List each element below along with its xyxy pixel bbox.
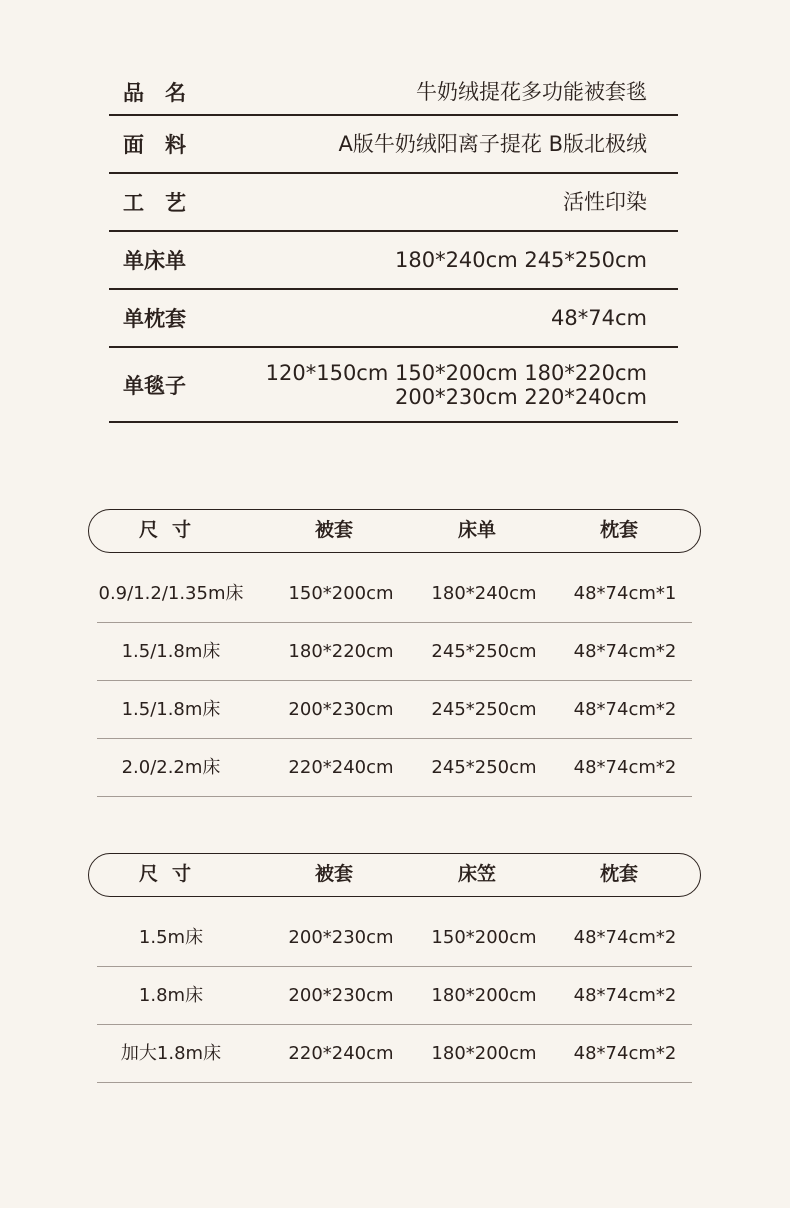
header-size: 尺寸 — [138, 863, 206, 885]
cell-pillowcase: 48*74cm*2 — [573, 641, 677, 662]
info-value — [266, 361, 647, 409]
cell-sheet: 180*240cm — [431, 583, 537, 604]
table-row — [97, 1025, 692, 1083]
info-label: 单枕套 — [123, 307, 186, 331]
info-value-line: A版牛奶绒阳离子提花 B版北极绒 — [338, 132, 647, 156]
info-row-craft — [109, 174, 678, 232]
cell-duvet: 180*220cm — [288, 641, 394, 662]
info-value-line: 牛奶绒提花多功能被套毯 — [416, 80, 647, 104]
info-label: 单毯子 — [123, 373, 186, 398]
table-row — [97, 565, 692, 623]
cell-duvet: 220*240cm — [288, 1043, 394, 1064]
size-table-fitted — [88, 853, 701, 1083]
table-row — [97, 623, 692, 681]
header-duvet: 被套 — [314, 519, 354, 541]
cell-bed-size: 1.5/1.8m床 — [121, 641, 221, 662]
cell-fitted-sheet: 150*200cm — [431, 927, 537, 948]
info-value — [551, 306, 647, 330]
header-pillowcase: 枕套 — [599, 519, 639, 541]
header-duvet: 被套 — [314, 863, 354, 885]
info-label: 品 名 — [123, 81, 186, 105]
header-sheet: 床单 — [457, 519, 497, 541]
info-value-line: 120*150cm 150*200cm 180*220cm — [265, 360, 647, 385]
cell-duvet: 200*230cm — [288, 985, 394, 1006]
info-row-blanket — [109, 348, 678, 423]
cell-bed-size: 1.5/1.8m床 — [121, 699, 221, 720]
cell-pillowcase: 48*74cm*2 — [573, 699, 677, 720]
cell-duvet: 200*230cm — [288, 927, 394, 948]
cell-pillowcase: 48*74cm*2 — [573, 985, 677, 1006]
table-row — [97, 909, 692, 967]
info-value-line: 180*240cm 245*250cm — [394, 248, 647, 272]
info-row-sheet — [109, 232, 678, 290]
table-row — [97, 967, 692, 1025]
cell-fitted-sheet: 180*200cm — [431, 1043, 537, 1064]
info-row-name — [109, 70, 678, 116]
cell-fitted-sheet: 180*200cm — [431, 985, 537, 1006]
info-row-pillowcase — [109, 290, 678, 348]
info-value-line: 200*230cm 220*240cm — [394, 384, 647, 409]
product-info — [109, 70, 678, 423]
cell-bed-size: 2.0/2.2m床 — [121, 757, 221, 778]
cell-sheet: 245*250cm — [431, 699, 537, 720]
info-label: 单床单 — [123, 249, 186, 273]
size-table-header — [88, 853, 701, 897]
cell-duvet: 150*200cm — [288, 583, 394, 604]
table-row — [97, 739, 692, 797]
cell-bed-size: 0.9/1.2/1.35m床 — [98, 583, 244, 604]
header-pillowcase: 枕套 — [599, 863, 639, 885]
header-fitted-sheet: 床笠 — [457, 863, 497, 885]
info-label: 工 艺 — [123, 191, 186, 215]
info-value-line: 48*74cm — [551, 306, 647, 330]
cell-pillowcase: 48*74cm*1 — [573, 583, 677, 604]
info-value — [416, 80, 647, 104]
size-table-sheet — [88, 509, 701, 797]
info-value-line: 活性印染 — [563, 190, 647, 214]
size-table-header — [88, 509, 701, 553]
cell-bed-size: 加大1.8m床 — [120, 1043, 222, 1064]
info-value — [395, 248, 647, 272]
info-label: 面 料 — [123, 133, 186, 157]
info-value — [339, 132, 647, 156]
table-row — [97, 681, 692, 739]
info-value — [563, 190, 647, 214]
cell-pillowcase: 48*74cm*2 — [573, 757, 677, 778]
cell-duvet: 200*230cm — [288, 699, 394, 720]
cell-pillowcase: 48*74cm*2 — [573, 1043, 677, 1064]
cell-pillowcase: 48*74cm*2 — [573, 927, 677, 948]
cell-duvet: 220*240cm — [288, 757, 394, 778]
cell-sheet: 245*250cm — [431, 641, 537, 662]
header-size: 尺寸 — [138, 519, 206, 541]
cell-sheet: 245*250cm — [431, 757, 537, 778]
info-row-fabric — [109, 116, 678, 174]
cell-bed-size: 1.5m床 — [138, 927, 204, 948]
cell-bed-size: 1.8m床 — [138, 985, 204, 1006]
